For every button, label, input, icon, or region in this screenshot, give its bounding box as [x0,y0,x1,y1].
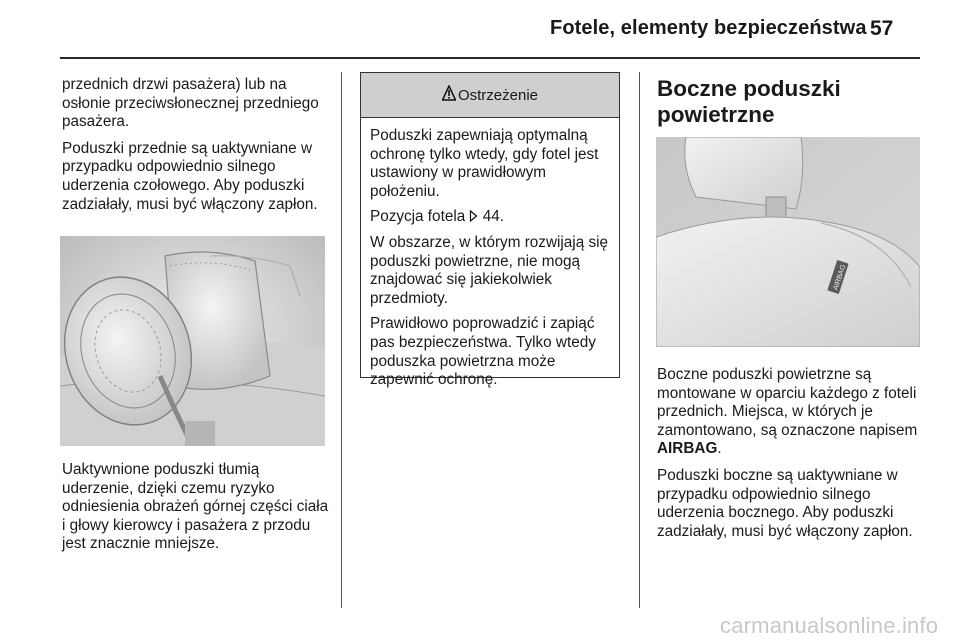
side-airbag-seat-illustration [656,137,920,347]
paragraph: Prawidłowo poprowadzić i zapiąć pas bezpieczeństwa. Tylko wtedy poduszka powietrzna może zapewnić ochronę. [370,315,596,389]
column-1-text [62,76,330,222]
paragraph-with-reference [370,208,611,227]
reference-page[interactable]: 44. [482,208,504,226]
column-3-text [657,366,927,549]
paragraph: W obszarze, w którym rozwijają się poduszki powietrzne, nie mogą znajdować się jakiekolwiek przedmioty. [370,233,609,307]
airbag-term: AIRBAG [657,440,718,458]
warning-title: Ostrzeżenie [457,86,539,104]
column-divider-1 [341,72,342,608]
column-divider-2 [639,72,640,608]
watermark: carmanualsonline.info [720,613,939,638]
paragraph-text: Boczne poduszki powietrzne są montowane w oparciu każdego z foteli przednich. Miejsca, w których je zamontowano, są oznaczone napisem [657,366,918,439]
paragraph: Poduszki boczne są uaktywniane w przypadku odpowiednio silnego uderzenia bocznego. Aby poduszki zadziałały, musi być włączony zapłon. [657,466,913,540]
column-1-text-after-image [62,461,330,562]
page-number: 57 [870,17,894,40]
paragraph: przednich drzwi pasażera) lub na osłonie przeciwsłonecznej przedniego pasażera. [62,76,319,131]
warning-triangle-icon [442,85,456,105]
warning-body [361,118,619,390]
page-header-title: Fotele, elementy bezpieczeństwa [550,17,867,39]
section-title: Boczne poduszki powietrzne [657,76,841,127]
paragraph [657,366,927,459]
warning-header [361,73,619,118]
reference-text: Pozycja fotela [370,208,470,226]
paragraph: Poduszki zapewniają optymalną ochronę tylko wtedy, gdy fotel jest ustawiony w prawidłowym położeniu. [370,127,599,200]
front-airbag-illustration [60,236,325,446]
header-divider [60,57,920,59]
paragraph: Uaktywnione poduszki tłumią uderzenie, dzięki czemu ryzyko odniesienia obrażeń górnej części ciała i głowy kierowcy i pasażera z przodu jest znacznie mniejsze. [62,461,329,553]
paragraph-text-end: . [717,440,722,458]
paragraph: Poduszki przednie są uaktywniane w przypadku odpowiednio silnego uderzenia czołowego. Aby poduszki zadziałały, musi być włączony zapłon. [62,139,318,213]
page-reference-icon[interactable] [469,208,482,225]
warning-box [360,72,620,389]
airbag-seat-label-text: AIRBAG [832,263,848,292]
page-header [0,0,960,60]
